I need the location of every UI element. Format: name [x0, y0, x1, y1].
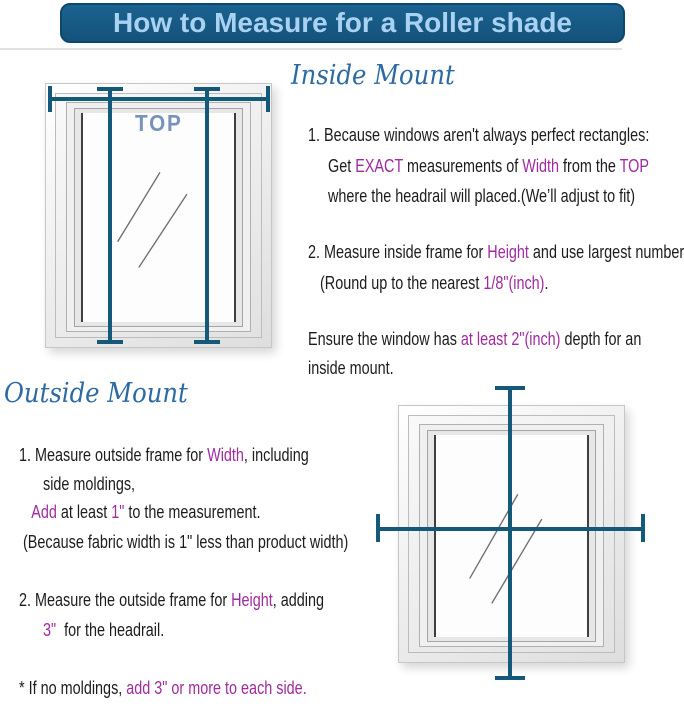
banner-shadow-line	[0, 48, 622, 50]
height-measure-cap-bottom-right	[194, 340, 220, 344]
top-edge-label: TOP	[135, 110, 183, 136]
highlight-add: Add	[31, 502, 57, 522]
outside-width-tick-left	[376, 514, 380, 542]
highlight-out-height: Height	[231, 590, 273, 610]
outside-step1-line4: (Because fabric width is 1" less than product width)	[23, 532, 349, 552]
glass-reflection-lines	[83, 113, 234, 322]
outside-height-cap-top	[495, 386, 525, 390]
outside-step1-line3: Add at least 1" to the measurement.	[31, 502, 261, 522]
width-measure-line	[50, 97, 268, 101]
highlight-add-three: add 3" or more to each side.	[126, 678, 307, 698]
window-glass	[81, 113, 236, 322]
height-measure-line-left	[108, 88, 112, 344]
title-banner	[60, 3, 625, 43]
inside-step2-line1: 2. Measure inside frame for Height and use largest number	[308, 242, 684, 262]
height-measure-cap-top-left	[97, 87, 123, 91]
outside-step2-line2: 3" for the headrail.	[43, 620, 165, 640]
inside-step2-line2: (Round up to the nearest 1/8"(inch).	[320, 273, 549, 293]
outside-mount-heading: Outside Mount	[4, 378, 188, 409]
inside-step1-line2: Get EXACT measurements of Width from the TOP	[328, 156, 649, 176]
highlight-height: Height	[487, 242, 529, 262]
highlight-depth: at least 2"(inch)	[460, 329, 561, 349]
height-measure-cap-top-right	[194, 87, 220, 91]
width-measure-tick-right	[266, 86, 270, 112]
outside-width-measure-line	[378, 527, 643, 531]
outside-step1-line1: 1. Measure outside frame for Width, including	[19, 445, 309, 465]
page-title: How to Measure for a Roller shade	[113, 7, 572, 38]
outside-width-tick-right	[641, 514, 645, 542]
highlight-top: TOP	[619, 156, 649, 176]
outside-height-measure-line	[508, 387, 512, 680]
highlight-one-inch: 1"	[111, 502, 125, 522]
inside-step1-line3: where the headrail will placed.(We’ll adjust to fit)	[328, 186, 636, 206]
height-measure-cap-bottom-left	[97, 340, 123, 344]
inside-step1-line1: 1. Because windows aren't always perfect rectangles:	[308, 125, 650, 145]
height-measure-line-right	[205, 88, 209, 344]
inside-depth-note-line2: inside mount.	[308, 358, 394, 378]
outside-step2-line1: 2. Measure the outside frame for Height, adding	[19, 590, 324, 610]
highlight-three-inch: 3"	[43, 620, 57, 640]
outside-step1-line2: side moldings,	[43, 474, 136, 494]
highlight-exact: EXACT	[355, 156, 403, 176]
outside-height-cap-bottom	[495, 676, 525, 680]
inside-mount-heading: Inside Mount	[291, 60, 455, 91]
highlight-out-width: Width	[207, 445, 244, 465]
highlight-width: Width	[522, 156, 560, 176]
inside-depth-note-line1: Ensure the window has at least 2"(inch) depth for an	[308, 329, 642, 349]
highlight-eighth-inch: 1/8"(inch)	[483, 273, 545, 293]
width-measure-tick-left	[48, 86, 52, 112]
outside-moldings-note: * If no moldings, add 3" or more to each side.	[19, 678, 307, 698]
